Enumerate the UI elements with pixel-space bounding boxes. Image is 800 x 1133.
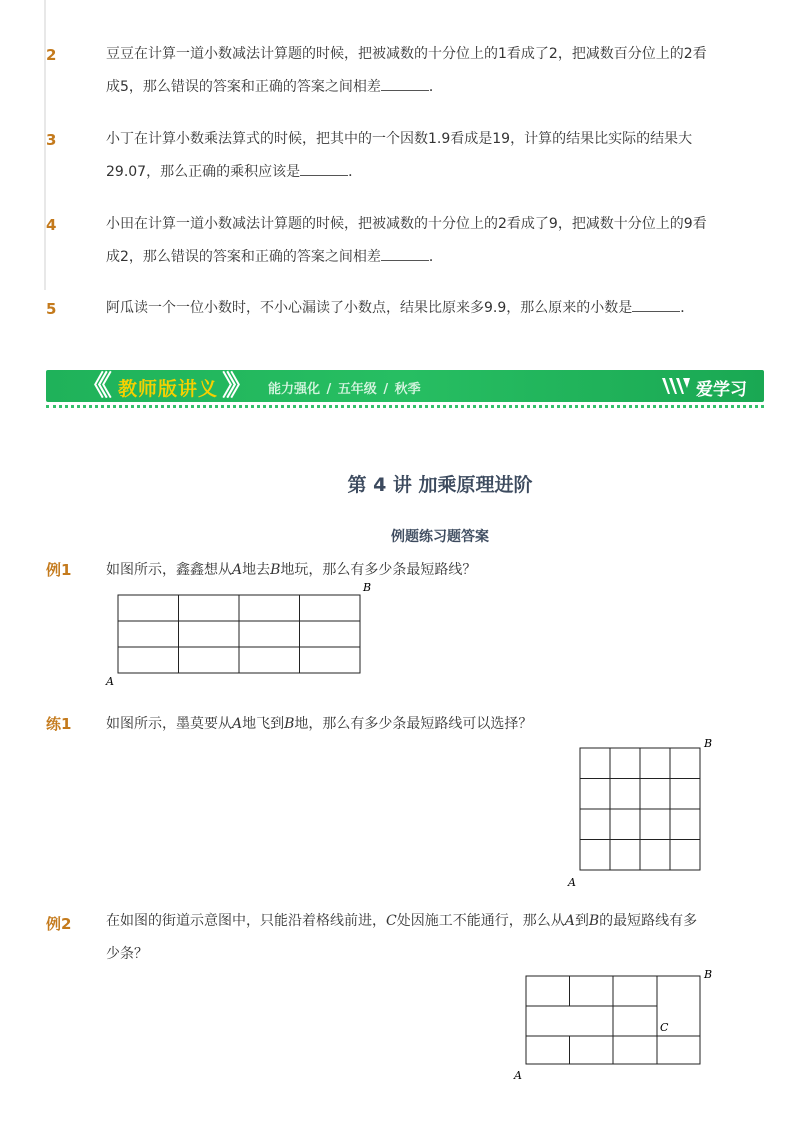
example-label: 例1 [46, 561, 72, 579]
banner-title: 教师版讲义 [118, 378, 219, 400]
point-a-ref: A [564, 913, 575, 929]
answer-blank [632, 299, 680, 312]
question-text [106, 208, 736, 274]
question-text [106, 38, 736, 104]
answer-blank [381, 248, 429, 261]
brand-logo-icon [660, 376, 692, 396]
question-line [106, 71, 736, 104]
grid-label-b: B [363, 582, 372, 594]
point-b-ref: B [284, 716, 295, 732]
street-grid-diagram [512, 966, 722, 1086]
grid-label-c: C [660, 1021, 669, 1034]
point-b-ref: B [588, 913, 600, 929]
grid-label-b: B [704, 968, 713, 981]
point-c-ref: C [386, 913, 397, 929]
question-number: 3 [46, 131, 57, 149]
grid-diagram [104, 582, 374, 688]
example-text-part: 地去 [242, 562, 271, 578]
example-text-part: 如图所示，鑫鑫想从 [106, 562, 232, 578]
question-line [106, 292, 736, 325]
question-line-end: ． [428, 79, 443, 95]
question-line-end: ． [428, 249, 443, 265]
answer-blank [381, 78, 429, 91]
example-text-part: 处因施工不能通行，那么从 [396, 913, 565, 929]
question-line: 豆豆在计算一道小数减法计算题的时候，把被减数的十分位上的1看成了2，把减数百分位上的2看 [106, 46, 707, 62]
example-text-part: 到 [574, 913, 589, 929]
answer-blank [300, 163, 348, 176]
section-banner [46, 370, 764, 402]
question-number: 2 [46, 46, 57, 64]
lecture-subtitle: 例题练习题答案 [391, 529, 489, 545]
example-line: 少条？ [106, 946, 148, 962]
brand-name: 爱学习 [696, 380, 747, 400]
example-text [106, 905, 746, 971]
practice-label: 练1 [46, 715, 72, 733]
question-text [106, 292, 736, 325]
question-line [106, 156, 736, 189]
point-a-ref: A [232, 716, 243, 732]
point-b-ref: B [270, 562, 281, 578]
example-text-part: 地，那么有多少条最短路线可以选择？ [294, 716, 533, 732]
question-line-end: ． [680, 300, 695, 316]
grid-diagram [566, 734, 716, 890]
question-number: 4 [46, 216, 57, 234]
example-line [106, 905, 746, 938]
banner-subtitle: 能力强化 / 五年级 / 秋季 [268, 382, 421, 397]
question-line-end: ． [348, 164, 363, 180]
grid-label-a: A [514, 1069, 522, 1082]
question-line-text: 成2，那么错误的答案和正确的答案之间相差 [106, 249, 381, 265]
question-line-text: 成5，那么错误的答案和正确的答案之间相差 [106, 79, 381, 95]
example-text-part: 的最短路线有多 [599, 913, 698, 929]
lecture-title: 第 4 讲 加乘原理进阶 [347, 474, 533, 496]
question-line: 小丁在计算小数乘法算式的时候，把其中的一个因数1.9看成是19，计算的结果比实际的结果大 [106, 131, 693, 147]
example-label: 例2 [46, 915, 72, 933]
question-line-text: 阿瓜读一个一位小数时，不小心漏读了小数点，结果比原来多9.9，那么原来的小数是 [106, 300, 633, 316]
chevron-left-icon: 《《 [80, 369, 103, 402]
banner-divider [46, 405, 764, 408]
question-text [106, 123, 736, 189]
example-text-part: 如图所示，墨莫要从 [106, 716, 232, 732]
example-text [106, 713, 532, 733]
grid-label-b: B [704, 737, 713, 750]
question-line [106, 241, 736, 274]
example-text-part: 地飞到 [242, 716, 285, 732]
question-number: 5 [46, 300, 57, 318]
chevron-right-icon: 》》 [222, 369, 245, 402]
example-text-part: 在如图的街道示意图中，只能沿着格线前进， [106, 913, 386, 929]
point-a-ref: A [232, 562, 243, 578]
example-text-part: 地玩，那么有多少条最短路线？ [280, 562, 477, 578]
example-text [106, 559, 476, 579]
grid-label-a: A [568, 876, 576, 889]
question-line: 小田在计算一道小数减法计算题的时候，把被减数的十分位上的2看成了9，把减数十分位上的9看 [106, 216, 707, 232]
question-line-text: 29.07，那么正确的乘积应该是 [106, 164, 301, 180]
grid-label-a: A [106, 675, 114, 688]
